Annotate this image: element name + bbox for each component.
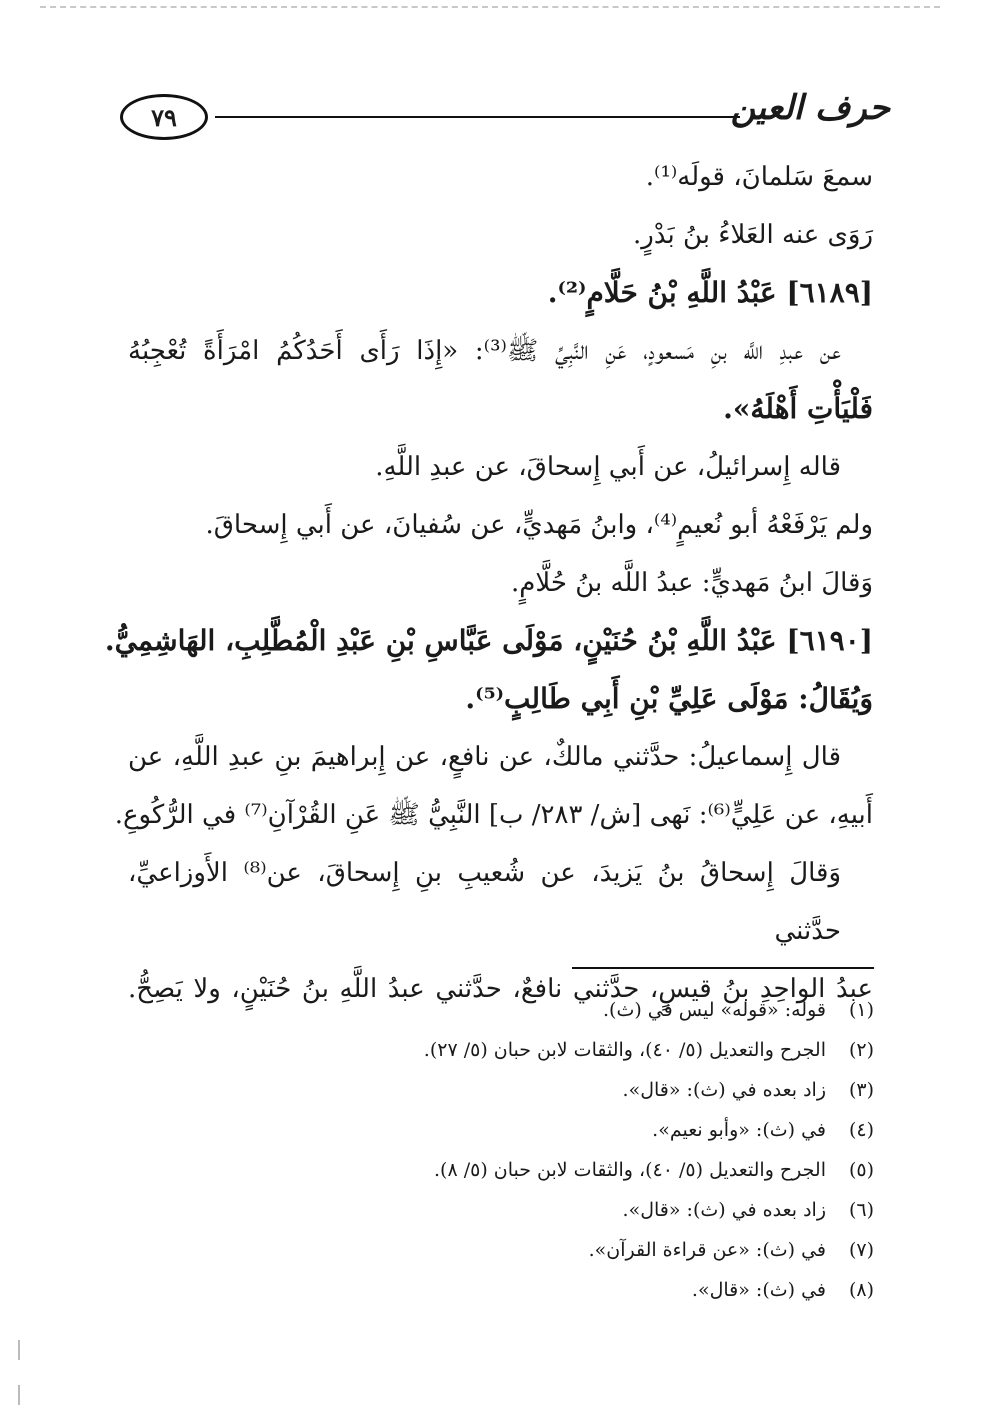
footnote-number: (٥) <box>848 1159 874 1181</box>
text-line: سمعَ سَلمانَ، قولَه⁽¹⁾. <box>645 162 873 192</box>
footnote <box>314 1190 874 1230</box>
footnote-number: (٦) <box>848 1199 874 1221</box>
footnote-number: (٢) <box>848 1039 874 1061</box>
scan-margin-mark <box>18 1385 20 1405</box>
footnote-text: الجرح والتعديل (٥/ ٤٠)، والثقات لابن حبان (٥/ ٨). <box>434 1159 826 1181</box>
footnote-text: في (ث): «عن قراءة القرآن». <box>588 1239 826 1261</box>
footnote <box>314 1150 874 1190</box>
footnote-text: في (ث): «قال». <box>691 1279 826 1301</box>
footnote-separator <box>572 967 874 969</box>
text-line: فَلْيَأْتِ أَهْلَهُ». <box>723 392 873 425</box>
text-line: أَبيهِ، عن عَلِيٍّ⁽⁶⁾: نَهى [ش/ ٢٨٣/ ب] النَّبِيُّ ﷺ عَنِ القُرْآنِ⁽⁷⁾ في الرُّكُوعِ. <box>114 800 873 830</box>
footnote-text: الجرح والتعديل (٥/ ٤٠)، والثقات لابن حبان (٥/ ٢٧). <box>423 1039 826 1061</box>
footnote-number: (١) <box>848 999 874 1021</box>
footnote <box>314 1110 874 1150</box>
page-number: ٧٩ <box>120 94 208 140</box>
scan-margin-mark <box>18 1340 20 1360</box>
entry-heading-6190: [٦١٩٠] عَبْدُ اللَّهِ بْنُ حُنَيْنٍ، مَوْلَى عَبَّاسِ بْنِ عَبْدِ الْمُطَّلِبِ، الهَاشِمِيُّ. <box>104 624 873 657</box>
footnote <box>314 1230 874 1270</box>
text-line: قال إِسماعيلُ: حدَّثني مالكٌ، عن نافعٍ، عن إِبراهيمَ بنِ عبدِ اللَّهِ، عن <box>128 742 841 772</box>
main-text <box>104 148 873 1018</box>
footnote-number: (٨) <box>848 1279 874 1301</box>
footnote <box>314 1270 874 1310</box>
footnote-text: قوله: «قوله» ليس في (ث). <box>603 999 826 1021</box>
footnotes <box>314 990 874 1310</box>
text-line: عن عبدِ اللَّه بنِ مَسعودٍ، عَنِ النَّبِيِّ ﷺ⁽³⁾: «إِذَا رَأَى أَحَدُكُمُ امْرَأَةً تُعْجِبُهُ <box>128 336 841 366</box>
header-rule <box>215 116 740 118</box>
footnote-number: (٤) <box>848 1119 874 1141</box>
footnote <box>314 990 874 1030</box>
text-line: وَيُقَالُ: مَوْلَى عَلِيِّ بْنِ أَبِي طَالِبٍ⁽⁵⁾. <box>465 682 873 715</box>
text-line: وَقالَ ابنُ مَهديٍّ: عبدُ اللَّه بنُ حُلَّامٍ. <box>511 568 873 598</box>
page-header <box>120 88 890 144</box>
footnote-number: (٣) <box>848 1079 874 1101</box>
text-line: رَوَى عنه العَلاءُ بنُ بَدْرٍ. <box>633 220 873 250</box>
footnote-text: في (ث): «وأبو نعيم». <box>652 1119 826 1141</box>
text-line: عبدُ الواحِدِ بنُ قيسٍ، حدَّثني نافعٌ، حدَّثني عبدُ اللَّهِ بنُ حُنَيْنٍ، ولا يَصِحُّ. <box>128 974 873 1004</box>
footnote-number: (٧) <box>848 1239 874 1261</box>
footnote-text: زاد بعده في (ث): «قال». <box>622 1199 826 1221</box>
scan-top-edge <box>40 6 940 8</box>
text-line: ولم يَرْفَعْهُ أبو نُعيمٍ⁽⁴⁾، وابنُ مَهديٍّ، عن سُفيانَ، عن أَبي إِسحاقَ. <box>205 510 873 540</box>
footnote <box>314 1030 874 1070</box>
footnote <box>314 1070 874 1110</box>
footnote-text: زاد بعده في (ث): «قال». <box>622 1079 826 1101</box>
text-line: وَقالَ إِسحاقُ بنُ يَزيدَ، عن شُعيبِ بنِ إِسحاقَ، عن⁽⁸⁾ الأَوزاعيِّ، حدَّثني <box>128 858 841 946</box>
text-line: قاله إِسرائيلُ، عن أَبي إِسحاقَ، عن عبدِ اللَّهِ. <box>375 452 841 482</box>
entry-heading-6189: [٦١٨٩] عَبْدُ اللَّهِ بْنُ حَلَّامٍ⁽²⁾. <box>547 276 873 309</box>
running-title: حرف العين <box>730 88 890 128</box>
